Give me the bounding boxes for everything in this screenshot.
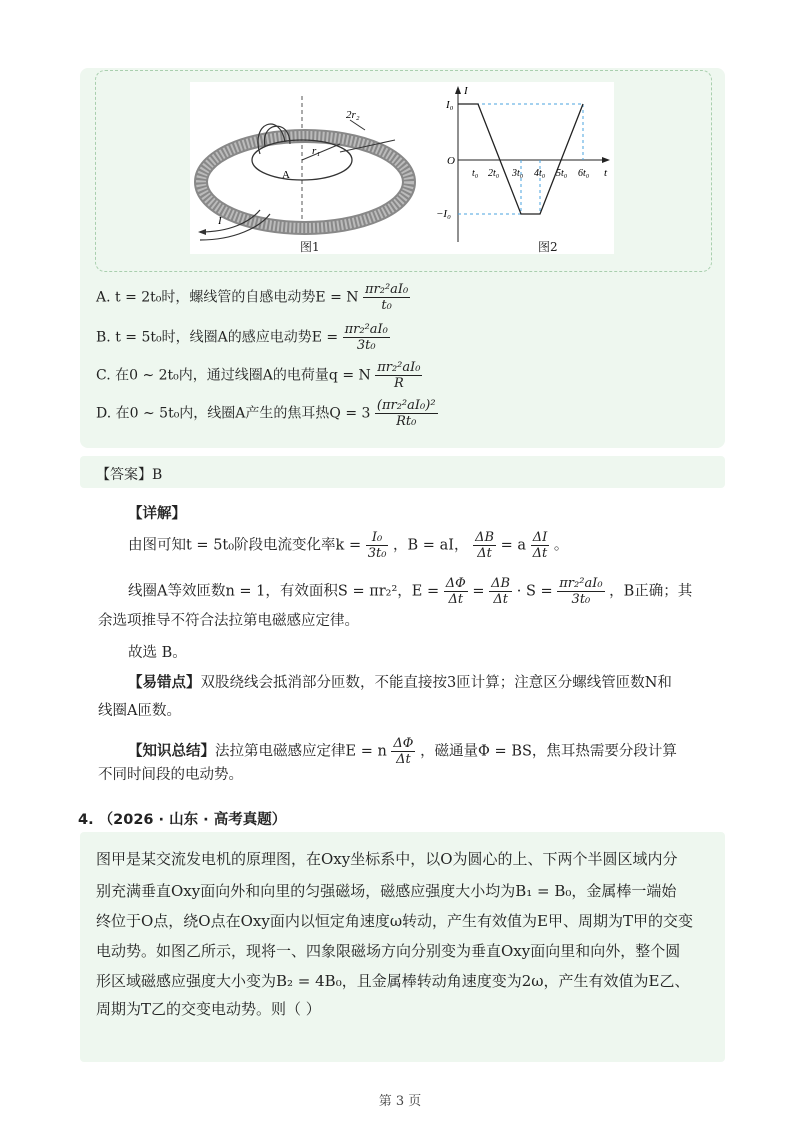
question-4-heading: 4. （2026 · 山东 · 高考真题）: [78, 812, 287, 828]
exp-l1-f3-den: Δt: [532, 546, 548, 561]
exp-l2-f1-num: ΔΦ: [445, 576, 466, 591]
exp-l2-f1-den: Δt: [448, 592, 464, 607]
exp-l1-f3-num: ΔI: [531, 530, 550, 546]
exp-l2-f2-num: ΔB: [491, 576, 511, 591]
fig2-caption: 图2: [538, 240, 558, 254]
option-d-text: D. 在0 ∼ 5t₀内，线圈A产生的焦耳热Q = 3: [96, 405, 371, 422]
option-d: [96, 398, 438, 429]
exp-l2-frac2: [489, 576, 512, 607]
summary-num: ΔΦ: [393, 736, 414, 751]
exp-l2-f3-num: πr₂²aI₀: [559, 576, 603, 591]
option-b-fraction: [343, 322, 390, 353]
option-c-num: πr₂²aI₀: [377, 360, 421, 375]
question-4-line-4: 电动势。如图乙所示，现将一、四象限磁场方向分别变为垂直Oxy面向里和向外，整个圆: [96, 942, 681, 960]
question-4-line-3: 终位于O点，绕O点在Oxy面内以恒定角速度ω转动，产生有效值为E甲、周期为T甲的交变: [96, 912, 694, 930]
summary-text-a: 法拉第电磁感应定律E = n: [215, 743, 387, 760]
explanation-conclusion: 故选 B。: [128, 645, 187, 661]
summary-fraction: [391, 736, 415, 767]
tick-6: 6t₀: [578, 168, 590, 179]
exp-l1-d: 。: [553, 537, 569, 554]
option-d-fraction: [375, 398, 438, 429]
answer-bar: [80, 456, 725, 488]
label-x-axis: t: [604, 167, 608, 179]
exp-l2-f2-den: Δt: [493, 592, 508, 607]
exp-l1-frac3: [531, 530, 550, 561]
question-4-line-2: 别充满垂直Oxy面向外和向里的匀强磁场，磁感应强度大小均为B₁ = B₀，金属棒一端始: [96, 882, 677, 900]
exp-l1-f2-num: ΔB: [475, 530, 495, 545]
tick-1: t₀: [472, 168, 479, 179]
option-a-num: πr₂²aI₀: [364, 282, 409, 297]
label-r1: r₁: [312, 145, 321, 157]
exp-l1-c: = a: [500, 537, 527, 554]
error-point-line: [128, 672, 672, 694]
label-i0: I₀: [446, 99, 454, 111]
option-a: [96, 282, 410, 313]
option-d-num: (πr₂²aI₀)²: [376, 398, 436, 413]
label-neg-i0: −I₀: [436, 208, 451, 220]
exp-l2-d: ，B正确；其: [609, 583, 693, 600]
label-y-axis: I: [464, 85, 468, 97]
tick-4: 4t₀: [534, 168, 546, 179]
option-a-text: A. t = 2t₀时，螺线管的自感电动势E = N: [96, 289, 359, 306]
option-b-den: 3t₀: [356, 338, 376, 353]
fig1-caption: 图1: [300, 240, 320, 254]
figure-2: [428, 82, 614, 254]
exp-l2-f3-den: 3t₀: [571, 592, 591, 607]
label-2r2: 2r₂: [346, 109, 360, 121]
figure-1: [190, 82, 430, 254]
option-c: [96, 360, 422, 391]
explanation-title: 【详解】: [128, 505, 186, 522]
summary-line: [128, 736, 677, 767]
page-number: 第 3 页: [378, 1094, 422, 1109]
summary-text-b: ，磁通量Φ = BS，焦耳热需要分段计算: [420, 743, 677, 760]
toroid-diagram: [190, 82, 430, 254]
option-b-num: πr₂²aI₀: [344, 322, 388, 337]
option-a-fraction: [363, 282, 410, 313]
tick-3: 3t₀: [512, 168, 524, 179]
exp-l1-f1-den: 3t₀: [367, 546, 387, 561]
option-b-text: B. t = 5t₀时，线圈A的感应电动势E =: [96, 329, 339, 346]
explanation-line-2: [128, 576, 692, 607]
answer-text: 【答案】B: [96, 467, 163, 483]
summary-label: 【知识总结】: [128, 742, 215, 760]
exp-l1-frac2: [473, 530, 496, 561]
question-4-line-1: 图甲是某交流发电机的原理图，在Oxy坐标系中，以O为圆心的上、下两个半圆区域内分: [96, 850, 678, 868]
question-4-line-6: 周期为T乙的交变电动势。则（ ）: [96, 1000, 321, 1018]
tick-5: 5t₀: [556, 168, 568, 179]
label-current-i: I: [218, 215, 222, 227]
exp-l2-frac3: [557, 576, 604, 607]
question-4-line-5: 形区域磁感应强度大小变为B₂ = 4B₀，且金属棒转动角速度变为2ω，产生有效值为E乙、: [96, 972, 690, 990]
label-coil-a: A: [282, 169, 290, 181]
exp-l2-frac1: [444, 576, 468, 607]
error-point-label: 【易错点】: [128, 674, 201, 691]
summary-line-2: 不同时间段的电动势。: [98, 767, 243, 783]
exp-l2-c: · S =: [516, 583, 553, 600]
error-point-line-2: 线圈A匝数。: [98, 703, 181, 719]
explanation-line-1: [128, 530, 568, 561]
exp-l2-b: =: [472, 583, 485, 600]
exp-l2-a: 线圈A等效匝数n = 1，有效面积S = πr₂²，E =: [128, 583, 440, 600]
exp-l1-f2-den: Δt: [477, 546, 492, 561]
option-d-den: Rt₀: [396, 414, 417, 429]
exp-l1-frac1: [366, 530, 389, 561]
summary-den: Δt: [396, 752, 411, 767]
exp-l1-f1-num: I₀: [366, 530, 389, 546]
option-c-text: C. 在0 ∼ 2t₀内，通过线圈A的电荷量q = N: [96, 367, 371, 384]
option-c-den: R: [393, 376, 404, 391]
option-b: [96, 322, 390, 353]
option-c-fraction: [375, 360, 422, 391]
label-origin: O: [447, 155, 455, 167]
tick-2: 2t₀: [488, 168, 500, 179]
option-a-den: t₀: [381, 298, 392, 313]
current-time-graph: [428, 82, 614, 254]
exp-l1-a: 由图可知t = 5t₀阶段电流变化率k =: [128, 537, 362, 554]
error-point-text: 双股绕线会抵消部分匝数，不能直接按3匝计算；注意区分螺线管匝数N和: [200, 675, 672, 691]
exp-l1-b: ，B = aI，: [393, 537, 469, 554]
explanation-line-3: 余选项推导不符合法拉第电磁感应定律。: [98, 613, 359, 629]
